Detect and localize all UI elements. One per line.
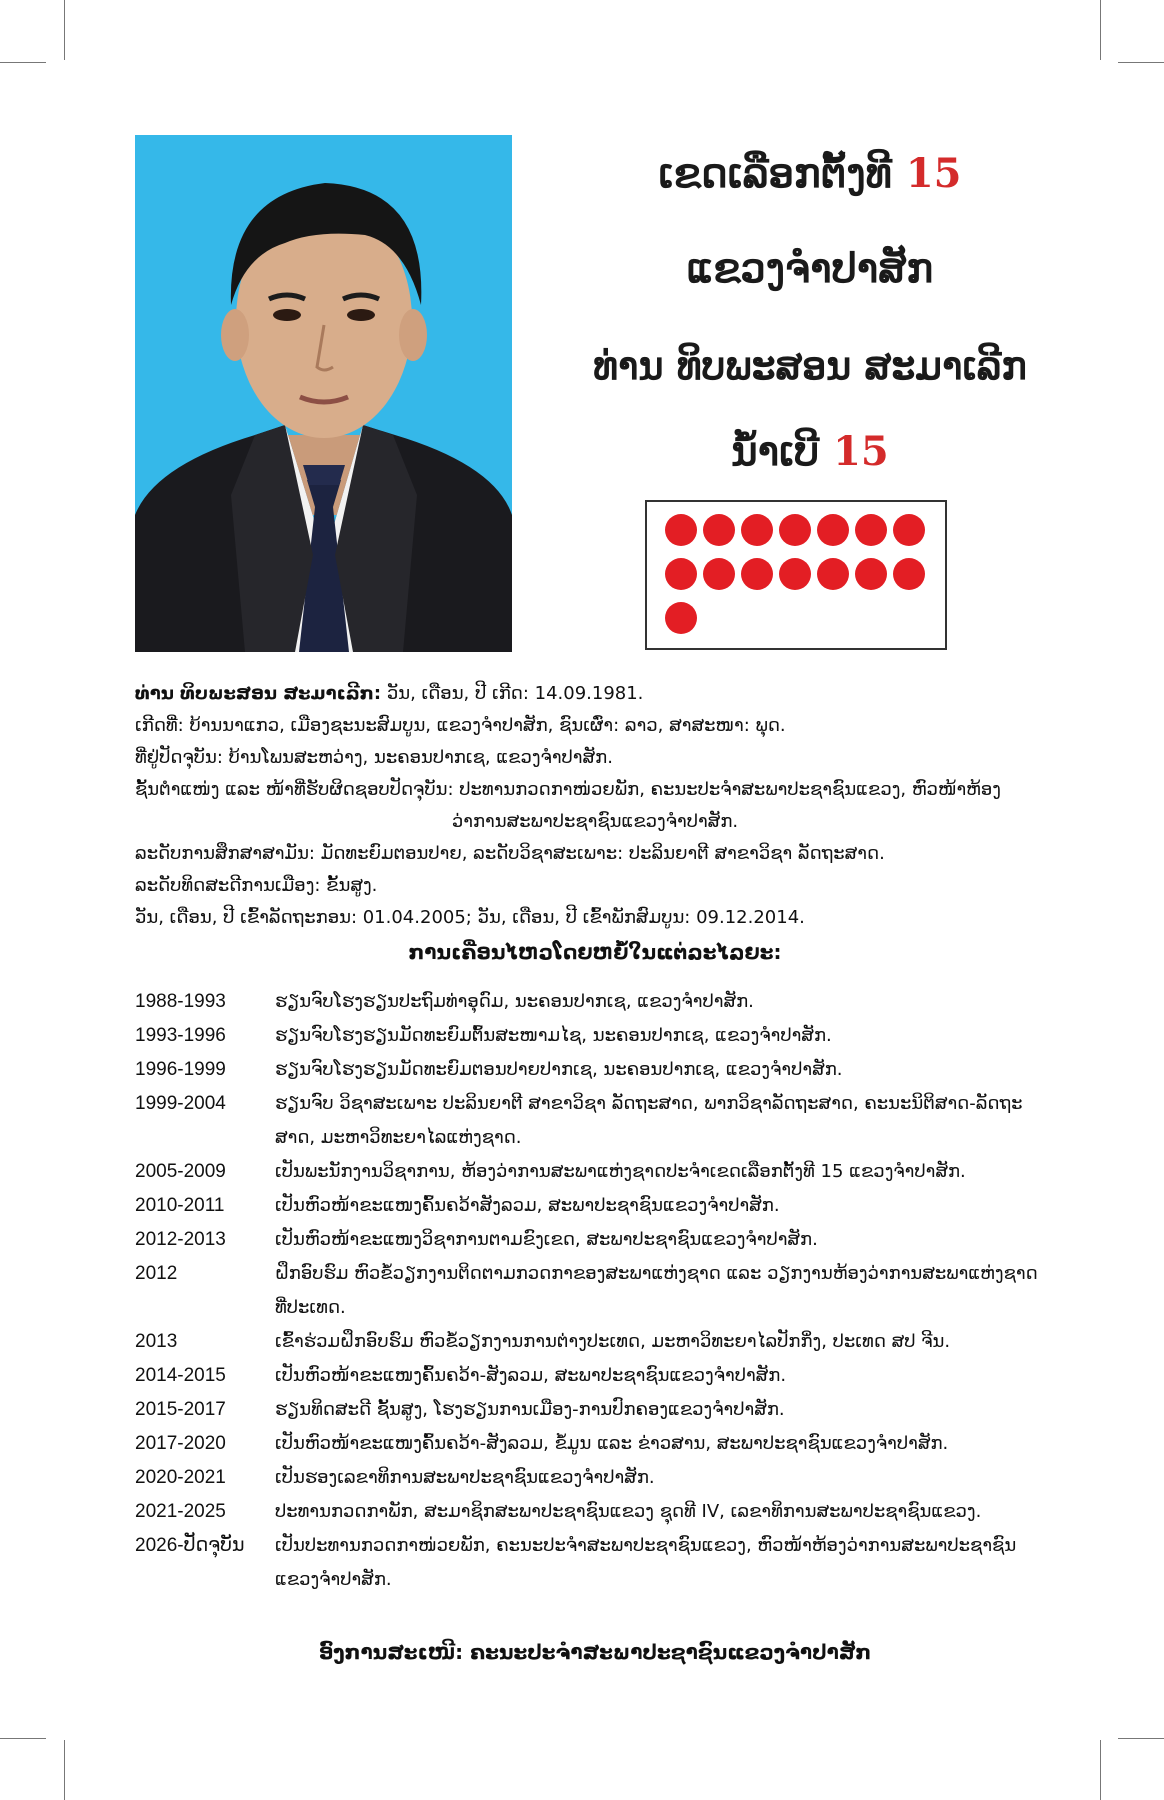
- ballot-dot: [703, 558, 735, 590]
- career-years: 2017-2020: [135, 1433, 226, 1454]
- ballot-dot: [855, 514, 887, 546]
- career-years: 2005-2009: [135, 1161, 226, 1182]
- career-row: [135, 1427, 1065, 1461]
- ballot-number: 15: [833, 428, 889, 475]
- career-desc: ເປັນປະທານກວດກາໜ່ວຍພັກ, ຄະນະປະຈຳສະພາປະຊາຊົນແຂວງ, ຫົວໜ້າຫ້ອງວ່າການສະພາປະຊາຊົນ ແຂວງຈຳປາສັກ.: [275, 1535, 1017, 1590]
- candidate-photo: [135, 135, 512, 652]
- crop-mark: [1100, 1740, 1101, 1800]
- career-list: [135, 985, 1065, 1597]
- career-desc: ຝຶກອົບຮົມ ຫົວຂໍ້ວຽກງານຕິດຕາມກວດກາຂອງສະພາແຫ່ງຊາດ ແລະ ວຽກງານຫ້ອງວ່າການສະພາແຫ່ງຊາດ ທີ່ປະເທດ.: [275, 1263, 1038, 1318]
- career-row: [135, 1053, 1065, 1087]
- crop-mark: [1100, 0, 1101, 60]
- career-row: [135, 1495, 1065, 1529]
- career-years: 2012: [135, 1263, 178, 1284]
- ballot-label: ນໍ້າເບີ: [731, 428, 820, 475]
- ballot-dot: [741, 558, 773, 590]
- career-row: [135, 1155, 1065, 1189]
- career-years: 2012-2013: [135, 1229, 226, 1250]
- career-years: 1996-1999: [135, 1059, 226, 1080]
- crop-mark: [1118, 62, 1164, 63]
- ballot-dot: [665, 558, 697, 590]
- bio-education: ລະດັບການສຶກສາສາມັນ: ມັດທະຍົມຕອນປາຍ, ລະດັບວິຊາສະເພາະ: ປະລິນຍາຕີ ສາຂາວິຊາ ລັດຖະສາດ.: [135, 843, 885, 864]
- crop-mark: [0, 62, 46, 63]
- career-desc: ປະທານກວດກາພັກ, ສະມາຊິກສະພາປະຊາຊົນແຂວງ ຊຸດທີ IV, ເລຂາທິການສະພາປະຊາຊົນແຂວງ.: [275, 1501, 982, 1522]
- crop-mark: [64, 0, 65, 60]
- career-years: 1993-1996: [135, 1025, 226, 1046]
- ballot-dot: [893, 514, 925, 546]
- career-desc: ຮຽນທິດສະດີ ຊັ້ນສູງ, ໂຮງຮຽນການເມືອງ-ການປົກຄອງແຂວງຈຳປາສັກ.: [275, 1399, 785, 1420]
- career-row: [135, 1393, 1065, 1427]
- crop-mark: [1118, 1738, 1164, 1739]
- career-row: [135, 1461, 1065, 1495]
- career-desc: ຮຽນຈົບໂຮງຮຽນມັດທະຍົມຕົ້ນສະໜາມໄຊ, ນະຄອນປາກເຊ, ແຂວງຈຳປາສັກ.: [275, 1025, 832, 1046]
- career-desc: ເປັນຫົວໜ້າຂະແໜງຄົ້ນຄວ້າ-ສັງລວມ, ສະພາປະຊາຊົນແຂວງຈຳປາສັກ.: [275, 1365, 787, 1386]
- proposing-organization: ອົງການສະເໜີ: ຄະນະປະຈຳສະພາປະຊາຊົນແຂວງຈຳປາສັກ: [318, 1640, 872, 1664]
- province-title: ແຂວງຈຳປາສັກ: [686, 245, 934, 292]
- career-row: [135, 1325, 1065, 1359]
- career-years: 2020-2021: [135, 1467, 226, 1488]
- career-row: [135, 1223, 1065, 1257]
- bio-address: ທີ່ຢູ່ປັດຈຸບັນ: ບ້ານໂພນສະຫວ່າງ, ນະຄອນປາກເຊ, ແຂວງຈຳປາສັກ.: [135, 747, 613, 768]
- constituency-number: 15: [905, 150, 962, 197]
- career-row: [135, 1189, 1065, 1223]
- candidate-name: ທ່ານ ທິບພະສອນ ສະມາເລີກ: [593, 343, 1027, 388]
- ballot-dot: [779, 558, 811, 590]
- ballot-dot: [665, 602, 697, 634]
- career-desc: ເປັນພະນັກງານວິຊາການ, ຫ້ອງວ່າການສະພາແຫ່ງຊາດປະຈຳເຂດເລືອກຕັ້ງທີ 15 ແຂວງຈຳປາສັກ.: [275, 1161, 966, 1182]
- career-row: [135, 985, 1065, 1019]
- portrait-illustration: [135, 135, 512, 652]
- bio-birth: ວັນ, ເດືອນ, ປີ ເກີດ: 14.09.1981.: [386, 683, 644, 704]
- career-desc: ຮຽນຈົບໂຮງຮຽນປະຖົມທ່າອຸດົມ, ນະຄອນປາກເຊ, ແຂວງຈຳປາສັກ.: [275, 991, 754, 1012]
- bio-birth-line: [135, 678, 1055, 710]
- career-years: 2015-2017: [135, 1399, 226, 1420]
- career-desc: ເປັນຫົວໜ້າຂະແໜງວິຊາການຕາມຂົງເຂດ, ສະພາປະຊາຊົນແຂວງຈຳປາສັກ.: [275, 1229, 818, 1250]
- crop-mark: [0, 1738, 46, 1739]
- bio-birthplace: ເກີດທີ່: ບ້ານນາແກວ, ເມືອງຊະນະສົມບູນ, ແຂວງຈຳປາສັກ, ຊົນເຜົ່າ: ລາວ, ສາສະໜາ: ພຸດ.: [135, 715, 786, 736]
- ballot-dot: [779, 514, 811, 546]
- ballot-dot: [741, 514, 773, 546]
- career-desc: ເປັນຫົວໜ້າຂະແໜງຄົ້ນຄວ້າ-ສັງລວມ, ຂໍ້ມູນ ແລະ ຂ່າວສານ, ສະພາປະຊາຊົນແຂວງຈຳປາສັກ.: [275, 1433, 949, 1454]
- career-desc: ຮຽນຈົບໂຮງຮຽນມັດທະຍົມຕອນປາຍປາກເຊ, ນະຄອນປາກເຊ, ແຂວງຈຳປາສັກ.: [275, 1059, 843, 1080]
- career-years: 2021-2025: [135, 1501, 226, 1522]
- career-row: [135, 1529, 1065, 1597]
- career-years: 2013: [135, 1331, 178, 1352]
- ballot-dot: [817, 514, 849, 546]
- career-row: [135, 1359, 1065, 1393]
- career-desc: ເຂົ້າຮ່ວມຝຶກອົບຮົມ ຫົວຂໍ້ວຽກງານການຕ່າງປະເທດ, ມະຫາວິທະຍາໄລປັກກິ່ງ, ປະເທດ ສປ ຈີນ.: [275, 1331, 951, 1352]
- biography: [135, 678, 1055, 934]
- ballot-dot: [893, 558, 925, 590]
- career-years: 1988-1993: [135, 991, 226, 1012]
- career-row: [135, 1087, 1065, 1155]
- ballot-dot: [817, 558, 849, 590]
- career-desc: ເປັນຮອງເລຂາທິການສະພາປະຊາຊົນແຂວງຈຳປາສັກ.: [275, 1467, 655, 1488]
- bio-party: ວັນ, ເດືອນ, ປີ ເຂົ້າລັດຖະກອນ: 01.04.2005; ວັນ, ເດືອນ, ປີ ເຂົ້າພັກສົມບູນ: 09.12.2014.: [135, 907, 805, 928]
- bio-position: ຊັ້ນຕຳແໜ່ງ ແລະ ໜ້າທີ່ຮັບຜິດຊອບປັດຈຸບັນ: ປະທານກວດກາໜ່ວຍພັກ, ຄະນະປະຈຳສະພາປະຊາຊົນແຂວງ, ຫົວໜ້າຫ້ອງ: [135, 779, 1001, 800]
- ballot-dot: [703, 514, 735, 546]
- crop-mark: [64, 1740, 65, 1800]
- ballot-number-title: [540, 428, 1080, 475]
- ballot-dot: [855, 558, 887, 590]
- career-years: 1999-2004: [135, 1093, 226, 1114]
- career-row: [135, 1019, 1065, 1053]
- bio-position-cont: ວ່າການສະພາປະຊາຊົນແຂວງຈຳປາສັກ.: [451, 811, 739, 832]
- career-desc: ເປັນຫົວໜ້າຂະແໜງຄົ້ນຄວ້າສັງລວມ, ສະພາປະຊາຊົນແຂວງຈຳປາສັກ.: [275, 1195, 780, 1216]
- bio-political: ລະດັບທິດສະດີການເມືອງ: ຂັ້ນສູງ.: [135, 875, 378, 896]
- constituency-title: [540, 150, 1080, 197]
- bio-name-label: ທ່ານ ທິບພະສອນ ສະມາເລີກ:: [135, 683, 382, 704]
- ballot-dots-box: [645, 500, 947, 650]
- constituency-label: ເຂດເລືອກຕັ້ງທີ: [658, 150, 892, 197]
- career-years: 2014-2015: [135, 1365, 226, 1386]
- career-row: [135, 1257, 1065, 1325]
- career-years: 2026-ປັດຈຸບັນ: [135, 1535, 245, 1556]
- career-years: 2010-2011: [135, 1195, 225, 1216]
- career-heading: ການເຄື່ອນໄຫວໂດຍຫຍໍ້ໃນແຕ່ລະໄລຍະ:: [408, 940, 782, 964]
- career-desc: ຮຽນຈົບ ວິຊາສະເພາະ ປະລິນຍາຕີ ສາຂາວິຊາ ລັດຖະສາດ, ພາກວິຊາລັດຖະສາດ, ຄະນະນິຕິສາດ-ລັດຖະ ສາດ, ມະຫາວິທະຍາໄລແຫ່ງຊາດ.: [275, 1093, 1023, 1148]
- ballot-dot: [665, 514, 697, 546]
